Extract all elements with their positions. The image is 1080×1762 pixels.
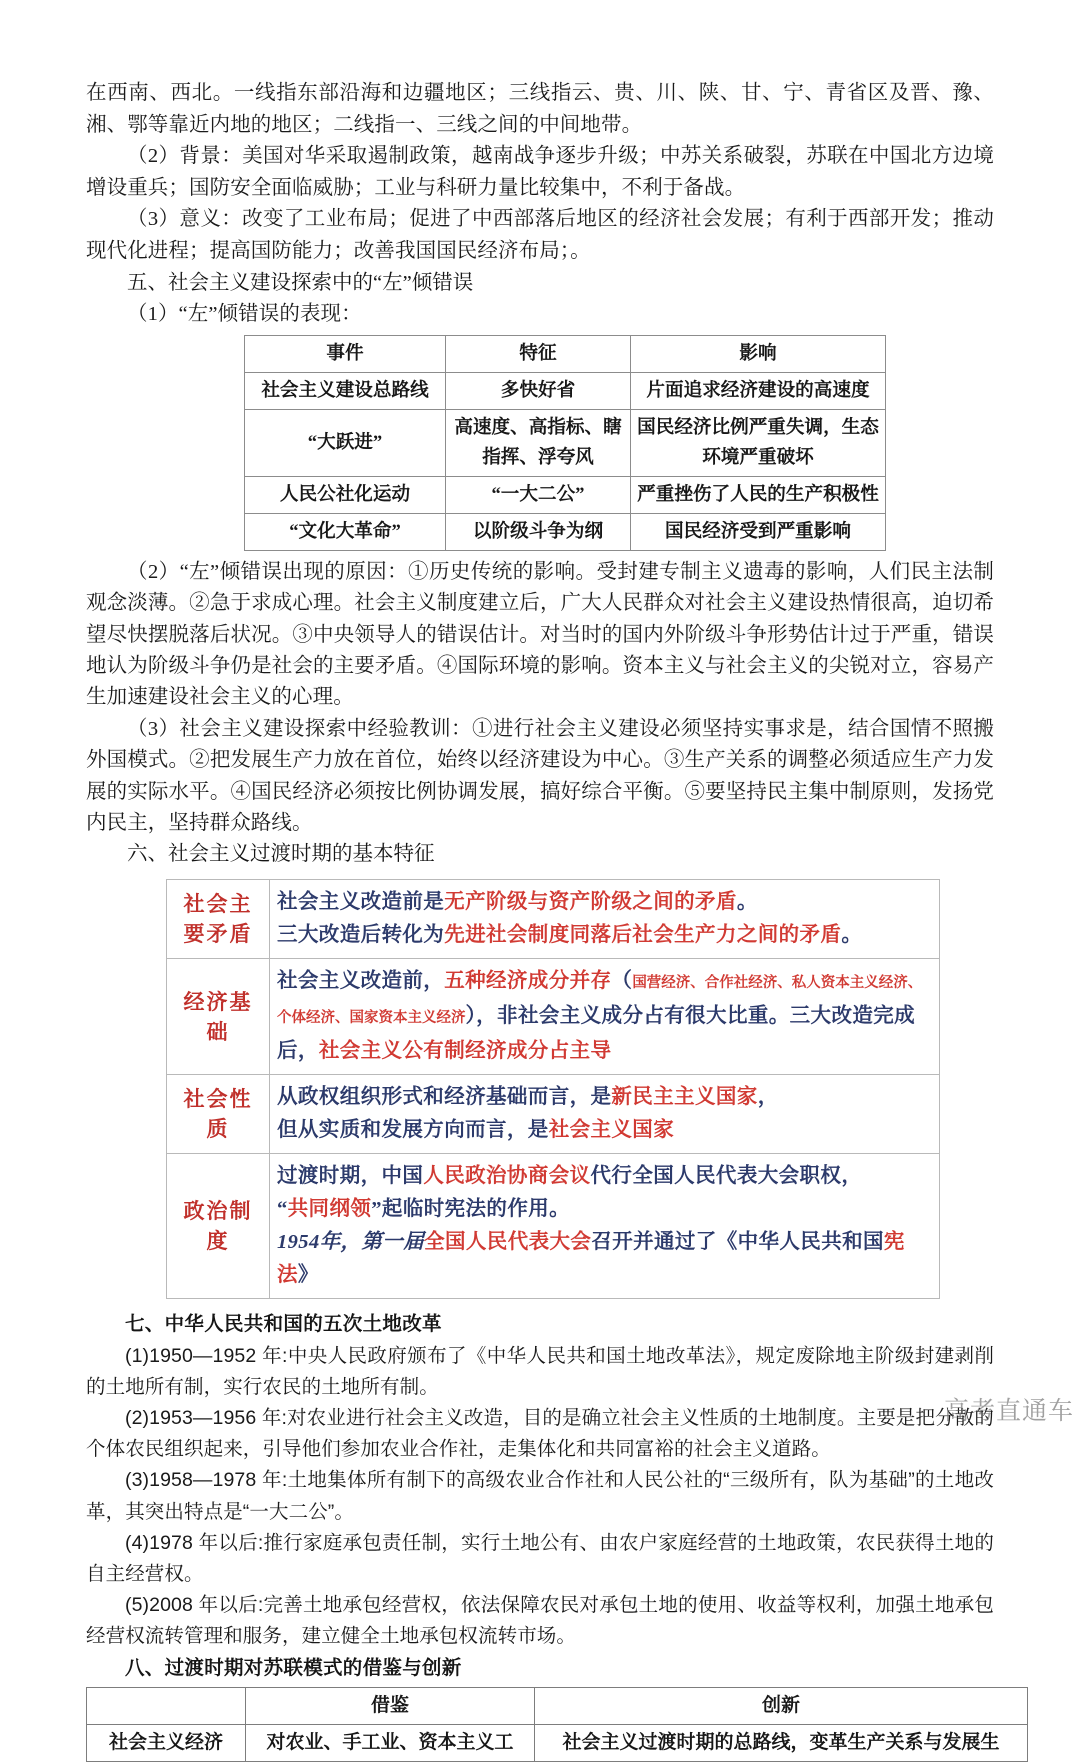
text-segment: 全国人民代表大会 bbox=[424, 1231, 592, 1253]
table-row bbox=[87, 1725, 1028, 1762]
cell-reference: 对农业、手工业、资本主义工 bbox=[246, 1725, 535, 1762]
text-segment: 从政权组织形式和经济基础而言，是 bbox=[277, 1086, 612, 1108]
cell-impact: 片面追求经济建设的高速度 bbox=[631, 372, 886, 409]
text-segment: 共同纲领 bbox=[287, 1198, 372, 1220]
text-segment: ， bbox=[757, 1086, 779, 1108]
text-segment: ），非社会主义成分占有很大比重。三大改造完成后， bbox=[277, 1005, 916, 1062]
section-5-sub3: （3）社会主义建设探索中经验教训：①进行社会主义建设必须坚持实事求是，结合国情不照搬外国模式。②把发展生产力放在首位，始终以经济建设为中心。③生产关系的调整必须适应生产力发展的实际水平。④国民经济必须按比例协调发展，搞好综合平衡。⑤要坚持民主集中制原则，发扬党内民主，坚持群众路线。 bbox=[86, 717, 994, 834]
cell-feature: 高速度、高指标、瞎指挥、浮夸风 bbox=[446, 409, 631, 476]
row-value bbox=[270, 880, 940, 959]
table-row bbox=[245, 372, 886, 409]
row-value-line bbox=[277, 1226, 932, 1292]
cell-event: “文化大革命” bbox=[245, 513, 446, 550]
row-value-line bbox=[277, 886, 932, 919]
cell-feature: 以阶级斗争为纲 bbox=[446, 513, 631, 550]
soviet-model-table bbox=[86, 1687, 1028, 1762]
section-6-heading: 六、社会主义过渡时期的基本特征 bbox=[127, 843, 435, 866]
paragraph-background: （2）背景：美国对华采取遏制政策，越南战争逐步升级；中苏关系破裂，苏联在中国北方边境增设重兵；国防安全面临威胁；工业与科研力量比较集中，不利于备战。 bbox=[86, 145, 994, 199]
table-row bbox=[167, 959, 940, 1075]
cell-category: 社会主义经济 bbox=[87, 1725, 246, 1762]
table-row bbox=[167, 880, 940, 959]
land-reform-item-3: (3)1958—1978 年:土地集体所有制下的高级农业合作社和人民公社的“三级所有，队为基础”的土地改革，其突出特点是“一大二公”。 bbox=[86, 1469, 994, 1523]
text-segment: 代行全国人民代表大会职权， bbox=[590, 1165, 863, 1187]
table-row bbox=[167, 1154, 940, 1299]
land-reform-item-4: (4)1978 年以后:推行家庭承包责任制，实行土地公有、由农户家庭经营的土地政策，农民获得土地的自主经营权。 bbox=[86, 1531, 994, 1586]
text-segment: 过渡时期，中国 bbox=[277, 1165, 424, 1187]
text-segment: 新民主主义国家 bbox=[611, 1086, 758, 1108]
row-key: 社会性质 bbox=[167, 1075, 270, 1154]
text-segment: 人民政治协商会议 bbox=[423, 1165, 591, 1187]
section-8-heading: 八、过渡时期对苏联模式的借鉴与创新 bbox=[125, 1656, 462, 1679]
section-5-sub1: （1）“左”倾错误的表现： bbox=[127, 303, 362, 326]
left-deviation-table bbox=[244, 335, 886, 551]
table-row bbox=[167, 1075, 940, 1154]
table-row bbox=[245, 513, 886, 550]
row-value-line bbox=[277, 1114, 932, 1147]
text-segment: “ bbox=[277, 1198, 288, 1220]
row-value bbox=[270, 959, 940, 1075]
transition-period-table bbox=[166, 879, 940, 1299]
paragraph-three-line-region: 在西南、西北。一线指东部沿海和边疆地区；三线指云、贵、川、陕、甘、宁、青省区及晋、豫、湘、鄂等靠近内地的地区；二线指一、三线之间的中间地带。 bbox=[86, 82, 994, 136]
row-value-line bbox=[277, 1193, 932, 1226]
text-segment: 无产阶级与资产阶级之间的矛盾 bbox=[444, 891, 737, 913]
section-7-heading: 七、中华人民共和国的五次土地改革 bbox=[125, 1313, 442, 1335]
text-segment: 社会主义改造前， bbox=[277, 970, 445, 992]
row-value-line bbox=[277, 919, 932, 952]
cell-event: “大跃进” bbox=[245, 409, 446, 476]
table-header-row bbox=[87, 1688, 1028, 1725]
text-segment: 。 bbox=[841, 924, 863, 946]
table-header-impact: 影响 bbox=[631, 335, 886, 372]
cell-feature: “一大二公” bbox=[446, 476, 631, 513]
text-segment: 召开并通过了《中华人民共和国 bbox=[591, 1231, 884, 1253]
text-segment: 先进社会制度同落后社会生产力之间的矛盾 bbox=[444, 924, 842, 946]
text-segment: 社会主义公有制经济成分占主导 bbox=[318, 1040, 612, 1062]
document-content bbox=[86, 78, 1000, 1762]
text-segment: 但从实质和发展方向而言，是 bbox=[277, 1119, 549, 1141]
text-segment: 1954年，第一届 bbox=[277, 1231, 425, 1253]
table-header-blank bbox=[87, 1688, 246, 1725]
row-value bbox=[270, 1075, 940, 1154]
section-5-heading: 五、社会主义建设探索中的“左”倾错误 bbox=[127, 271, 474, 294]
left-deviation-table-wrapper bbox=[86, 335, 994, 551]
cell-impact: 国民经济受到严重影响 bbox=[631, 513, 886, 550]
text-segment: 五种经济成分并存 bbox=[444, 970, 612, 992]
text-segment: 宪法 bbox=[277, 1231, 905, 1286]
text-segment: 》 bbox=[297, 1264, 319, 1286]
table-header-reference: 借鉴 bbox=[246, 1688, 535, 1725]
cell-event: 人民公社化运动 bbox=[245, 476, 446, 513]
table-header-innovation: 创新 bbox=[535, 1688, 1028, 1725]
table-header-feature: 特征 bbox=[446, 335, 631, 372]
land-reform-item-2: (2)1953—1956 年:对农业进行社会主义改造，目的是确立社会主义性质的土地制度。主要是把分散的个体农民组织起来，引导他们参加农业合作社，走集体化和共同富裕的社会主义道路。 bbox=[86, 1407, 994, 1461]
row-key: 经济基础 bbox=[167, 959, 270, 1075]
cell-innovation: 社会主义过渡时期的总路线，变革生产关系与发展生 bbox=[535, 1725, 1028, 1762]
row-key: 政治制度 bbox=[167, 1154, 270, 1299]
paragraph-significance: （3）意义：改变了工业布局；促进了中西部落后地区的经济社会发展；有利于西部开发；推动现代化进程；提高国防能力；改善我国国民经济布局；。 bbox=[86, 208, 994, 262]
text-segment: 国营经济、合作社经济、私人资本主义经济、个体经济、国家资本主义经济 bbox=[277, 975, 923, 1026]
cell-impact: 国民经济比例严重失调，生态环境严重破坏 bbox=[631, 409, 886, 476]
land-reform-item-5: (5)2008 年以后:完善土地承包经营权，依法保障农民对承包土地的使用、收益等权利，加强土地承包经营权流转管理和服务，建立健全土地承包权流转市场。 bbox=[86, 1594, 994, 1648]
land-reform-item-1: (1)1950—1952 年:中央人民政府颁布了《中华人民共和国土地改革法》，规定废除地主阶级封建剥削的土地所有制，实行农民的土地所有制。 bbox=[86, 1344, 994, 1398]
table-row bbox=[245, 409, 886, 476]
table-header-event: 事件 bbox=[245, 335, 446, 372]
row-value-line bbox=[277, 1081, 932, 1114]
text-segment: （ bbox=[611, 970, 633, 992]
row-key: 社会主要矛盾 bbox=[167, 880, 270, 959]
cell-impact: 严重挫伤了人民的生产积极性 bbox=[631, 476, 886, 513]
table-header-row bbox=[245, 335, 886, 372]
text-segment: 。 bbox=[736, 891, 758, 913]
row-value-line bbox=[277, 1160, 932, 1193]
row-value-line bbox=[277, 965, 932, 1068]
watermark: 高考直通车 bbox=[943, 1398, 1074, 1425]
text-segment: 社会主义国家 bbox=[548, 1119, 675, 1141]
cell-feature: 多快好省 bbox=[446, 372, 631, 409]
section-5-sub2: （2）“左”倾错误出现的原因：①历史传统的影响。受封建专制主义遗毒的影响，人们民主法制观念淡薄。②急于求成心理。社会主义制度建立后，广大人民群众对社会主义建设热情很高，迫切希望尽快摆脱落后状况。③中央领导人的错误估计。对当时的国内外阶级斗争形势估计过于严重，错误地认为阶级斗争仍是社会的主要矛盾。④国际环境的影响。资本主义与社会主义的尖锐对立，容易产生加速建设社会主义的心理。 bbox=[86, 560, 994, 709]
table-row bbox=[245, 476, 886, 513]
cell-event: 社会主义建设总路线 bbox=[245, 372, 446, 409]
text-segment: ”起临时宪法的作用。 bbox=[371, 1198, 571, 1220]
row-value bbox=[270, 1154, 940, 1299]
text-segment: 社会主义改造前是 bbox=[277, 891, 445, 913]
text-segment: 三大改造后转化为 bbox=[277, 924, 445, 946]
